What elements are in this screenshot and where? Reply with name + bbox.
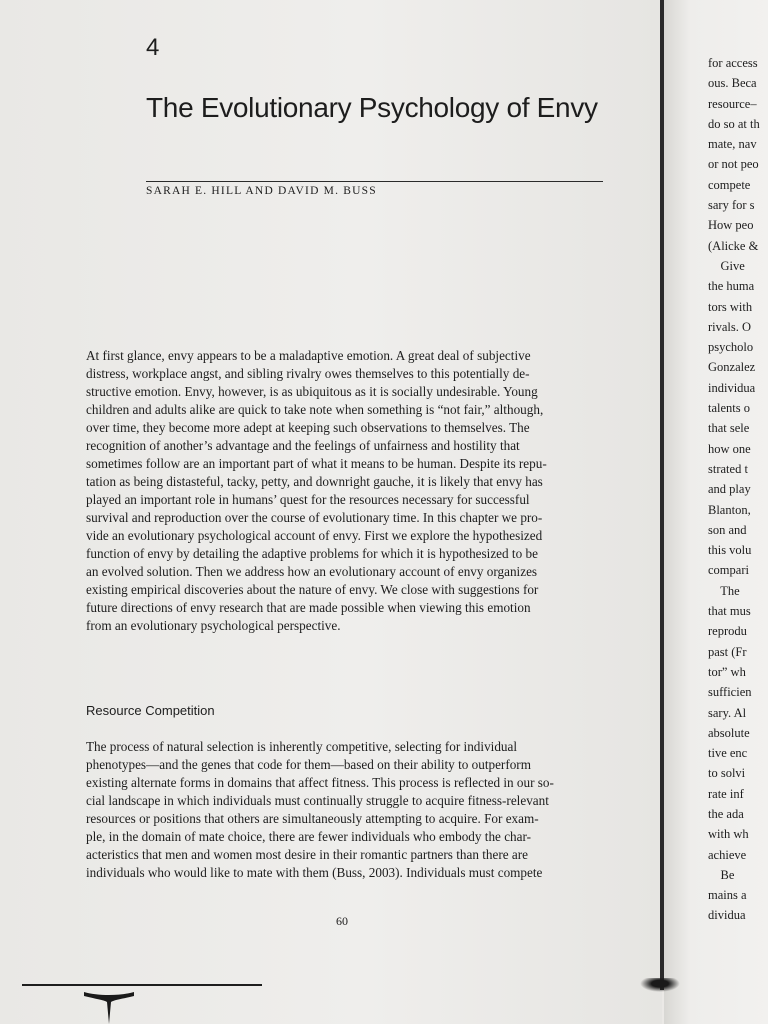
right-page-line: individua [708,380,756,395]
right-page-line: rivals. O [708,319,752,334]
right-page-line: Gonzalez [708,360,756,375]
right-page-line: psycholo [708,340,754,355]
right-page-line: mains a [708,888,747,903]
intro-paragraph [86,347,622,635]
right-page-line: this volu [708,543,752,558]
right-page-text [708,53,768,926]
bottom-rule [22,984,262,986]
right-page-line: Be [708,867,735,882]
right-page-line: mate, nav [708,137,757,152]
book-gutter [660,0,664,990]
right-page-line: The [708,583,740,598]
right-page-line: (Alicke & [708,238,759,253]
text-line: function of envy by detailing the adaptive problems for which it is hypothesized to be [86,546,538,561]
right-page-line: achieve [708,847,747,862]
right-page-line: that mus [708,604,751,619]
text-line: phenotypes—and the genes that code for them—based on their ability to outperform [86,757,531,772]
text-line: children and adults alike are quick to take note when something is “not fair,” although, [86,402,544,417]
text-line: distress, workplace angst, and sibling rivalry owes themselves to this potentially de- [86,366,530,381]
title-divider [146,181,603,182]
right-page-line: Blanton, [708,502,751,517]
right-page-line: dividua [708,908,746,923]
text-line: sometimes follow are an important part of what it means to be human. Despite its repu- [86,456,547,471]
right-page-line: tors with [708,299,753,314]
section-heading: Resource Competition [86,703,215,718]
right-page-line: rate inf [708,786,744,801]
right-page-line: the ada [708,806,744,821]
text-line: recognition of another’s advantage and the feelings of unfairness and hostility that [86,438,520,453]
right-page-line: reprodu [708,624,747,639]
right-page-line: How peo [708,218,754,233]
right-page-line: son and [708,522,747,537]
text-line: an evolved solution. Then we address how an evolutionary account of envy organizes [86,564,538,579]
text-line: The process of natural selection is inherently competitive, selecting for individual [86,739,518,754]
right-page-line: tor” wh [708,664,746,679]
right-page-line: and play [708,482,751,497]
text-line: future directions of envy research that are made possible when viewing this emotion [86,600,531,615]
right-page-line: how one [708,441,751,456]
right-page-line: resource– [708,96,757,111]
right-page-line: ous. Beca [708,76,757,91]
right-page-line: or not peo [708,157,759,172]
right-page-line: do so at th [708,116,760,131]
binding-shadow-icon [84,990,134,1024]
right-page-line: strated t [708,461,748,476]
text-line: resources or positions that others are simultaneously attempting to acquire. For exam- [86,811,539,826]
text-line: tation as being distasteful, tacky, petty, and downright gauche, it is likely that envy has [86,474,543,489]
gutter-shadow [640,978,680,992]
text-line: individuals who would like to mate with them (Buss, 2003). Individuals must compete [86,865,543,880]
chapter-title: The Evolutionary Psychology of Envy [146,92,598,123]
right-page-line: compete [708,177,751,192]
text-line: survival and reproduction over the course of evolutionary time. In this chapter we pro- [86,510,543,525]
right-page-line: sufficien [708,685,752,700]
page-number: 60 [336,914,348,928]
text-line: cial landscape in which individuals must continually struggle to acquire fitness-relevant [86,793,549,808]
text-line: played an important role in humans’ quest for the resources necessary for successful [86,492,530,507]
right-page-line: with wh [708,827,749,842]
text-line: ple, in the domain of mate choice, there are fewer individuals who embody the char- [86,829,532,844]
text-line: over time, they become more adept at keeping such observations to themselves. The [86,420,530,435]
text-line: from an evolutionary psychological perspective. [86,618,341,633]
right-page-line: talents o [708,401,751,416]
right-page-line: for access [708,56,758,70]
right-page-line: the huma [708,279,755,294]
text-line: At first glance, envy appears to be a maladaptive emotion. A great deal of subjective [86,348,531,363]
text-line: vide an evolutionary psychological account of envy. First we explore the hypothesized [86,528,543,543]
right-page-line: to solvi [708,766,746,781]
right-page-line: past (Fr [708,644,747,659]
right-page-line: sary for s [708,198,755,213]
chapter-authors: SARAH E. HILL AND DAVID M. BUSS [146,185,377,197]
text-line: existing empirical discoveries about the nature of envy. We close with suggestions for [86,582,539,597]
right-page-line: tive enc [708,746,748,761]
section-paragraph [86,738,622,882]
right-page-line: sary. Al [708,705,747,720]
right-page-line: Give [708,258,745,273]
right-page-line: absolute [708,725,750,740]
chapter-number: 4 [146,34,160,61]
text-line: existing alternate forms in domains that affect fitness. This process is reflected in our so- [86,775,554,790]
text-line: acteristics that men and women most desire in their romantic partners than there are [86,847,528,862]
text-line: structive emotion. Envy, however, is as ubiquitous as it is socially undesirable. Young [86,384,538,399]
right-page-line: that sele [708,421,750,436]
right-page-line: compari [708,563,749,578]
